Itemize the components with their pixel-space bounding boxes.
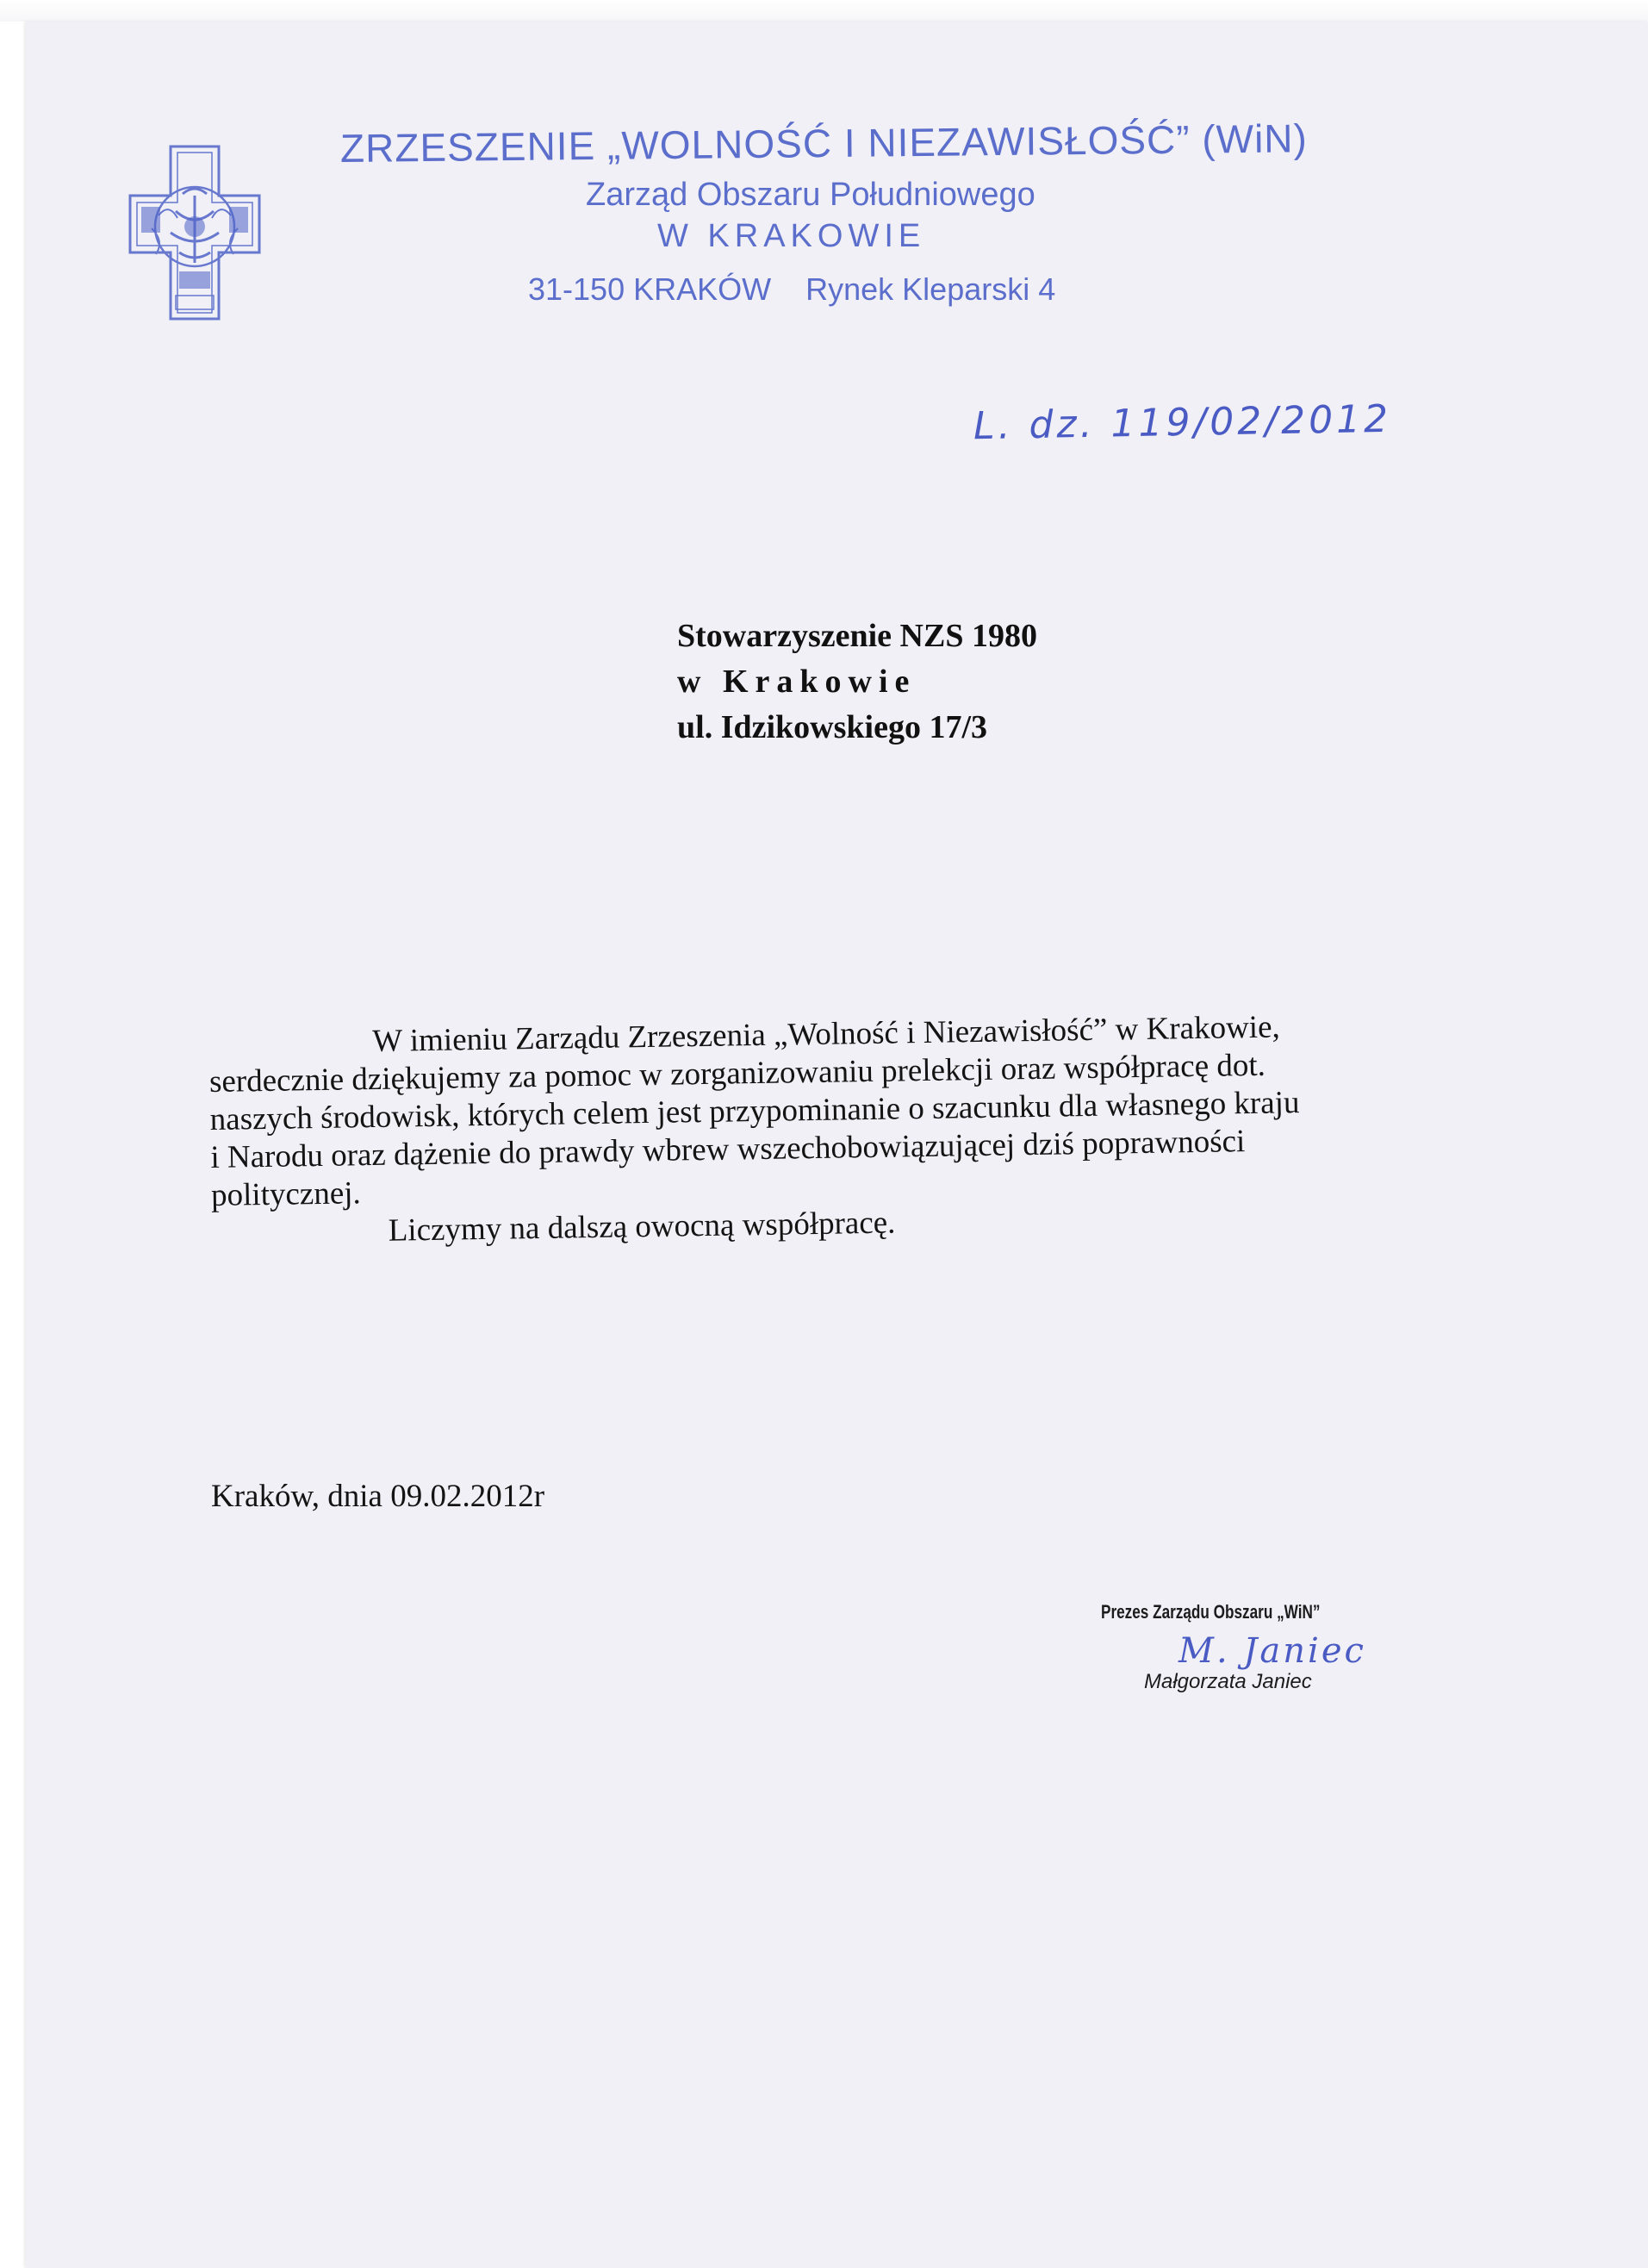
letterhead-postal: 31-150 KRAKÓW (528, 271, 772, 307)
addressee-line1: Stowarzyszenie NZS 1980 (677, 618, 1037, 654)
body-line3: naszych środowisk, których celem jest przypominanie o szacunku dla własnego kraju (209, 1085, 1300, 1137)
body-line5: politycznej. (210, 1175, 362, 1213)
addressee-block (677, 614, 1037, 751)
letterhead-organization: ZRZESZENIE „WOLNOŚĆ I NIEZAWISŁOŚĆ” (WiN) (339, 115, 1309, 171)
signatory-name: Małgorzata Janiec (1144, 1670, 1312, 1693)
letterhead-city: W KRAKOWIE (657, 218, 926, 254)
letterhead-address (528, 271, 1055, 308)
signature-title: Prezes Zarządu Obszaru „WiN” (1101, 1601, 1321, 1623)
letterhead-street: Rynek Kleparski 4 (805, 271, 1056, 307)
handwritten-signature: M. Janiec (1178, 1631, 1366, 1671)
body-line4: i Narodu oraz dążenie do prawdy wbrew wszechobowiązującej dziś poprawności (210, 1124, 1246, 1175)
reference-number: L. dz. 119/02/2012 (973, 396, 1392, 449)
cross-eagle-emblem (126, 142, 264, 323)
letter-date: Kraków, dnia 09.02.2012r (211, 1479, 545, 1514)
scan-border (0, 0, 1648, 22)
body-line2: serdecznie dziękujemy za pomoc w zorganizowaniu prelekcji oraz współpracę dot. (208, 1047, 1266, 1100)
body-line6: Liczymy na dalszą owocną współpracę. (388, 1205, 896, 1249)
addressee-line3: ul. Idzikowskiego 17/3 (677, 709, 988, 745)
addressee-line2: w Krakowie (677, 664, 917, 700)
letterhead-department: Zarząd Obszaru Południowego (586, 177, 1035, 213)
letter-body (208, 1005, 1504, 1253)
body-line1: W imieniu Zarządu Zrzeszenia „Wolność i Niezawisłość” w Krakowie, (371, 1009, 1281, 1060)
